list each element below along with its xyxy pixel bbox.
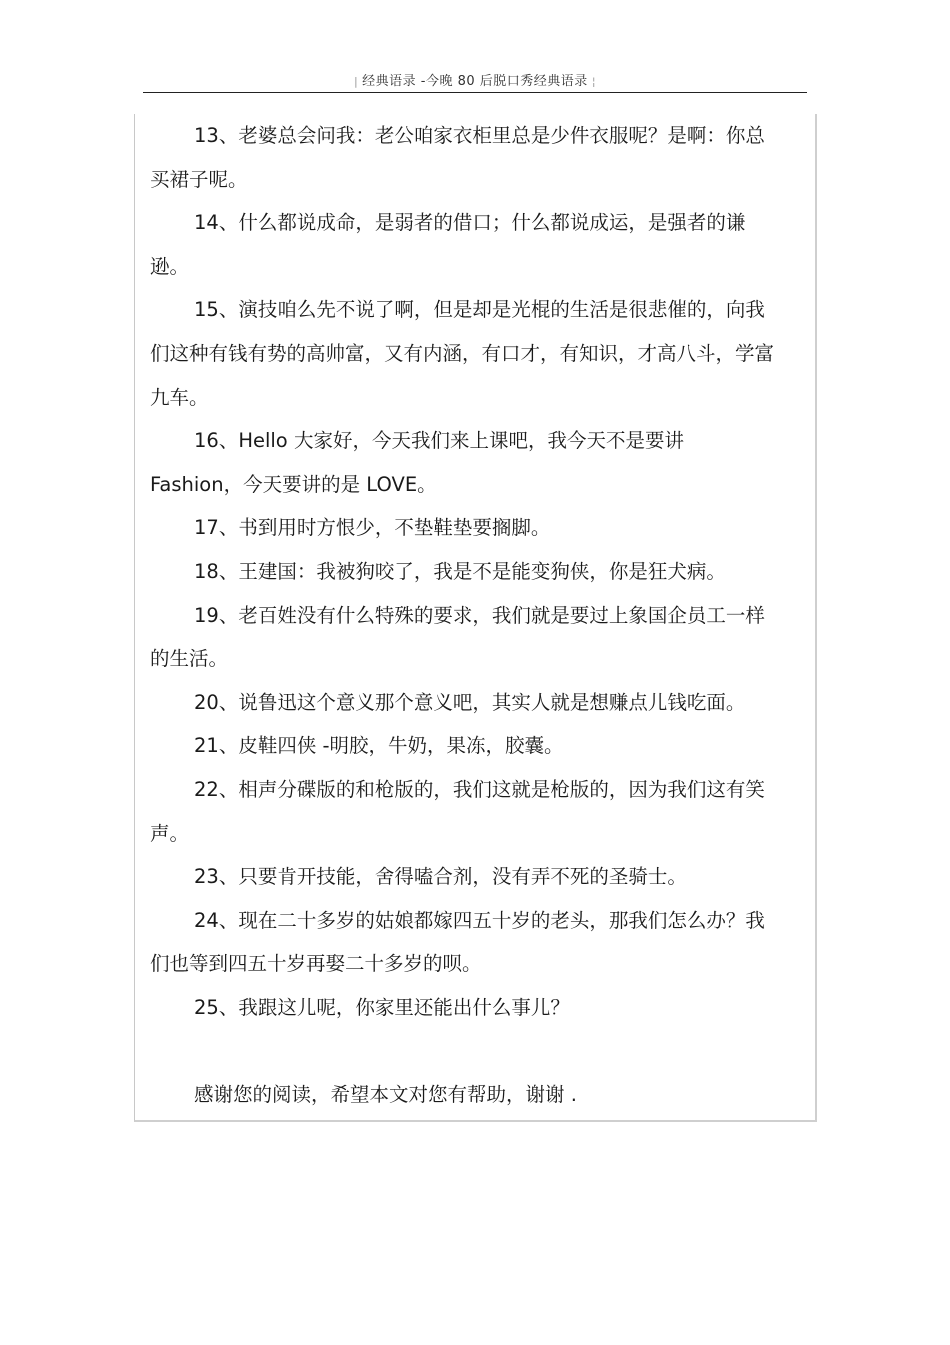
list-item: 15、演技咱么先不说了啊，但是却是光棍的生活是很悲催的，向我们这种有钱有势的高帅富，又有内涵，有口才，有知识，才高八斗，学富九车。 [150,298,775,409]
list-item: 14、什么都说成命，是弱者的借口；什么都说成运，是强者的谦逊。 [150,211,746,278]
list-item: 23、只要肯开技能，舍得嗑合剂，没有弄不死的圣骑士。 [194,865,687,889]
header-divider-right: ¦ [591,75,597,88]
list-item: 21、皮鞋四侠 -明胶，牛奶，果冻，胶囊。 [194,734,564,758]
blank-line [150,1029,780,1073]
page-header [143,66,807,93]
list-item: 24、现在二十多岁的姑娘都嫁四五十岁的老头，那我们怎么办？我们也等到四五十岁再娶二十多岁的呗。 [150,908,765,976]
list-item: 18、王建国：我被狗咬了，我是不是能变狗侠，你是狂犬病。 [194,559,726,583]
document-body [150,114,780,1117]
header-title-text: 经典语录 -今晚 80 后脱口秀经典语录 [362,74,588,89]
list-item: 16、Hello 大家好，今天我们来上课吧，我今天不是要讲 Fashion，今天要讲的是 LOVE。 [150,429,684,496]
closing-note: 感谢您的阅读，希望本文对您有帮助，谢谢 . [194,1083,577,1107]
list-item: 17、书到用时方恨少，不垫鞋垫要搁脚。 [194,516,551,540]
header-divider-left: | [353,75,359,88]
list-item: 13、老婆总会问我：老公咱家衣柜里总是少件衣服呢？是啊：你总买裙子呢。 [150,124,765,191]
list-item: 22、相声分碟版的和枪版的，我们这就是枪版的，因为我们这有笑声。 [150,777,765,845]
list-item: 25、我跟这儿呢，你家里还能出什么事儿？ [194,995,570,1019]
list-item: 20、说鲁迅这个意义那个意义吧，其实人就是想赚点儿钱吃面。 [194,690,746,714]
header-title [143,70,807,89]
list-item: 19、老百姓没有什么特殊的要求，我们就是要过上象国企员工一样的生活。 [150,603,765,671]
